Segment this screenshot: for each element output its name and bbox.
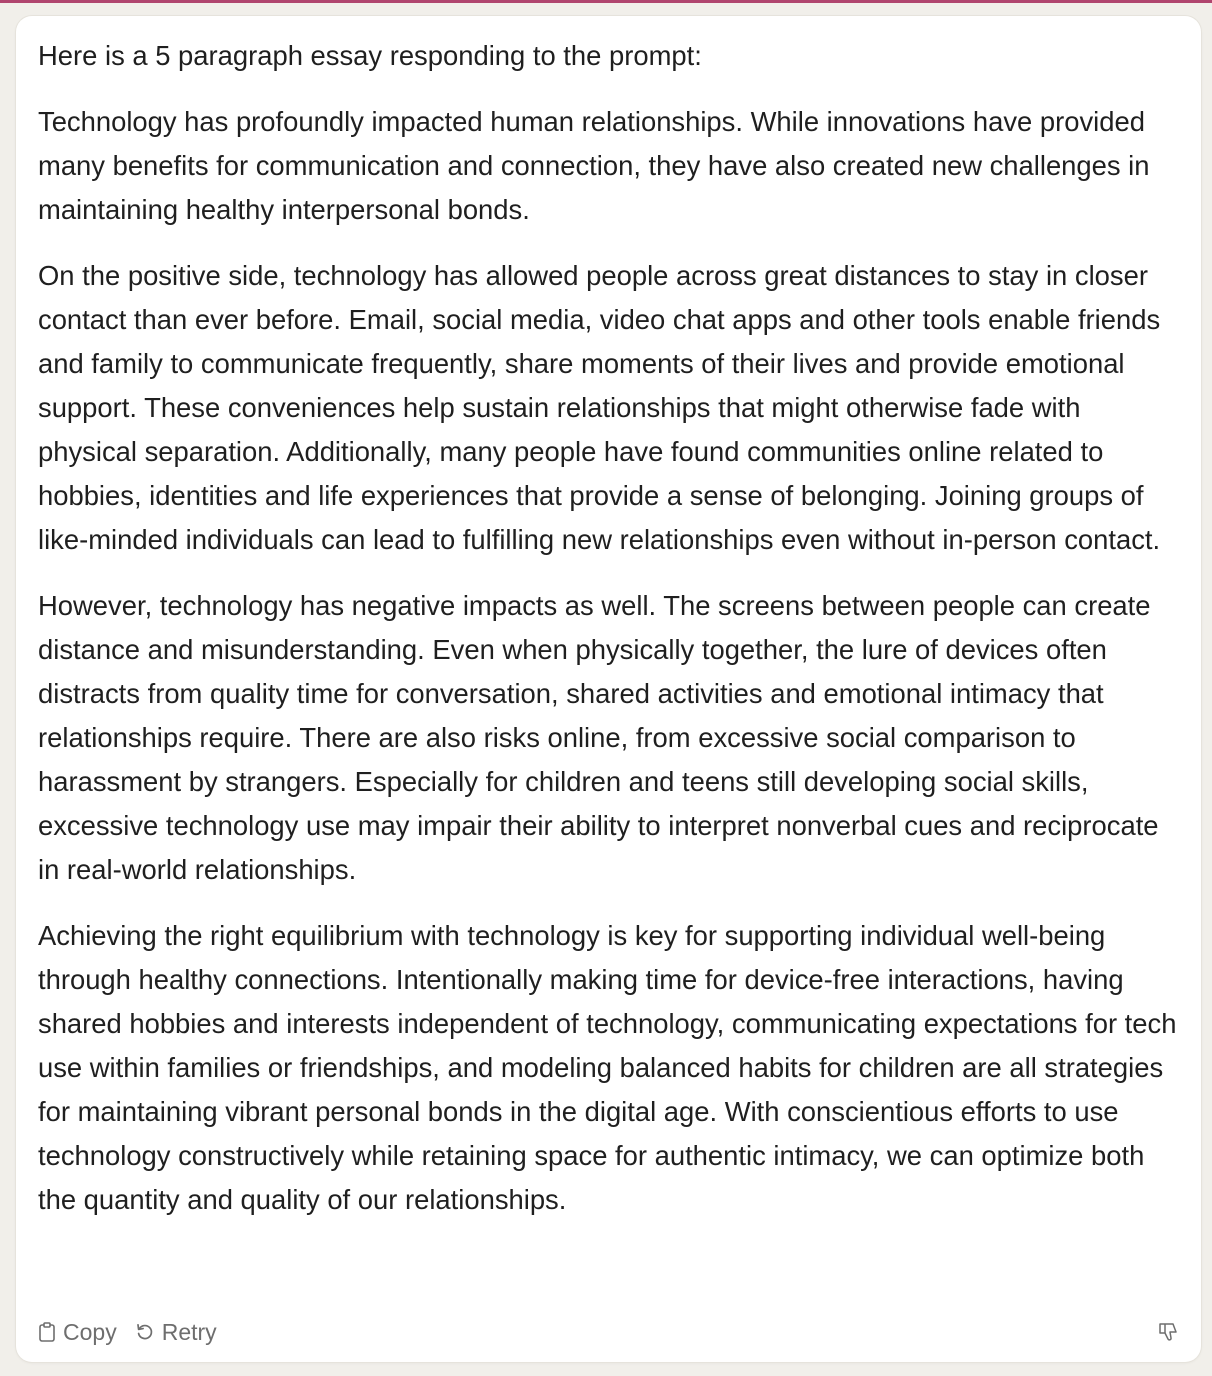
essay-paragraph-1: Technology has profoundly impacted human relationships. While innovations have provided many benefits for communication and connection, they have also created new challenges in maintaining healthy interpersonal bonds. [38, 106, 1150, 225]
retry-icon [135, 1322, 155, 1342]
message-body [38, 34, 1179, 1222]
top-accent-bar [0, 0, 1212, 3]
thumbs-down-icon [1157, 1321, 1179, 1343]
essay-paragraph-2: On the positive side, technology has allowed people across great distances to stay in closer contact than ever before. Email, social media, video chat apps and other tools enable friends and family to communicate frequently, share moments of their lives and provide emotional support. These conveniences help sustain relationships that might otherwise fade with physical separation. Additionally, many people have found communities online related to hobbies, identities and life experiences that provide a sense of belonging. Joining groups of like-minded individuals can lead to fulfilling new relationships even without in-person contact. [38, 260, 1161, 555]
message-actions [38, 1316, 1179, 1348]
retry-button[interactable] [135, 1319, 217, 1346]
clipboard-icon [38, 1322, 56, 1342]
copy-label: Copy [63, 1318, 117, 1345]
assistant-message-card [16, 16, 1201, 1362]
message-intro: Here is a 5 paragraph essay responding to the prompt: [38, 40, 702, 71]
essay-paragraph-3: However, technology has negative impacts as well. The screens between people can create distance and misunderstanding. Even when physically together, the lure of devices often distracts from quality time for conversation, shared activities and emotional intimacy that relationships require. There are also risks online, from excessive social comparison to harassment by strangers. Especially for children and teens still developing social skills, excessive technology use may impair their ability to interpret nonverbal cues and reciprocate in real-world relationships. [38, 590, 1159, 885]
retry-label: Retry [161, 1318, 217, 1345]
copy-button[interactable] [38, 1319, 117, 1346]
thumbs-down-button[interactable] [1157, 1321, 1179, 1343]
essay-paragraph-4: Achieving the right equilibrium with technology is key for supporting individual well-being through healthy connections. Intentionally making time for device-free interactions, having shared hobbies and interests independent of technology, communicating expectations for tech use within families or friendships, and modeling balanced habits for children are all strategies for maintaining vibrant personal bonds in the digital age. With conscientious efforts to use technology constructively while retaining space for authentic intimacy, we can optimize both the quantity and quality of our relationships. [38, 920, 1177, 1215]
